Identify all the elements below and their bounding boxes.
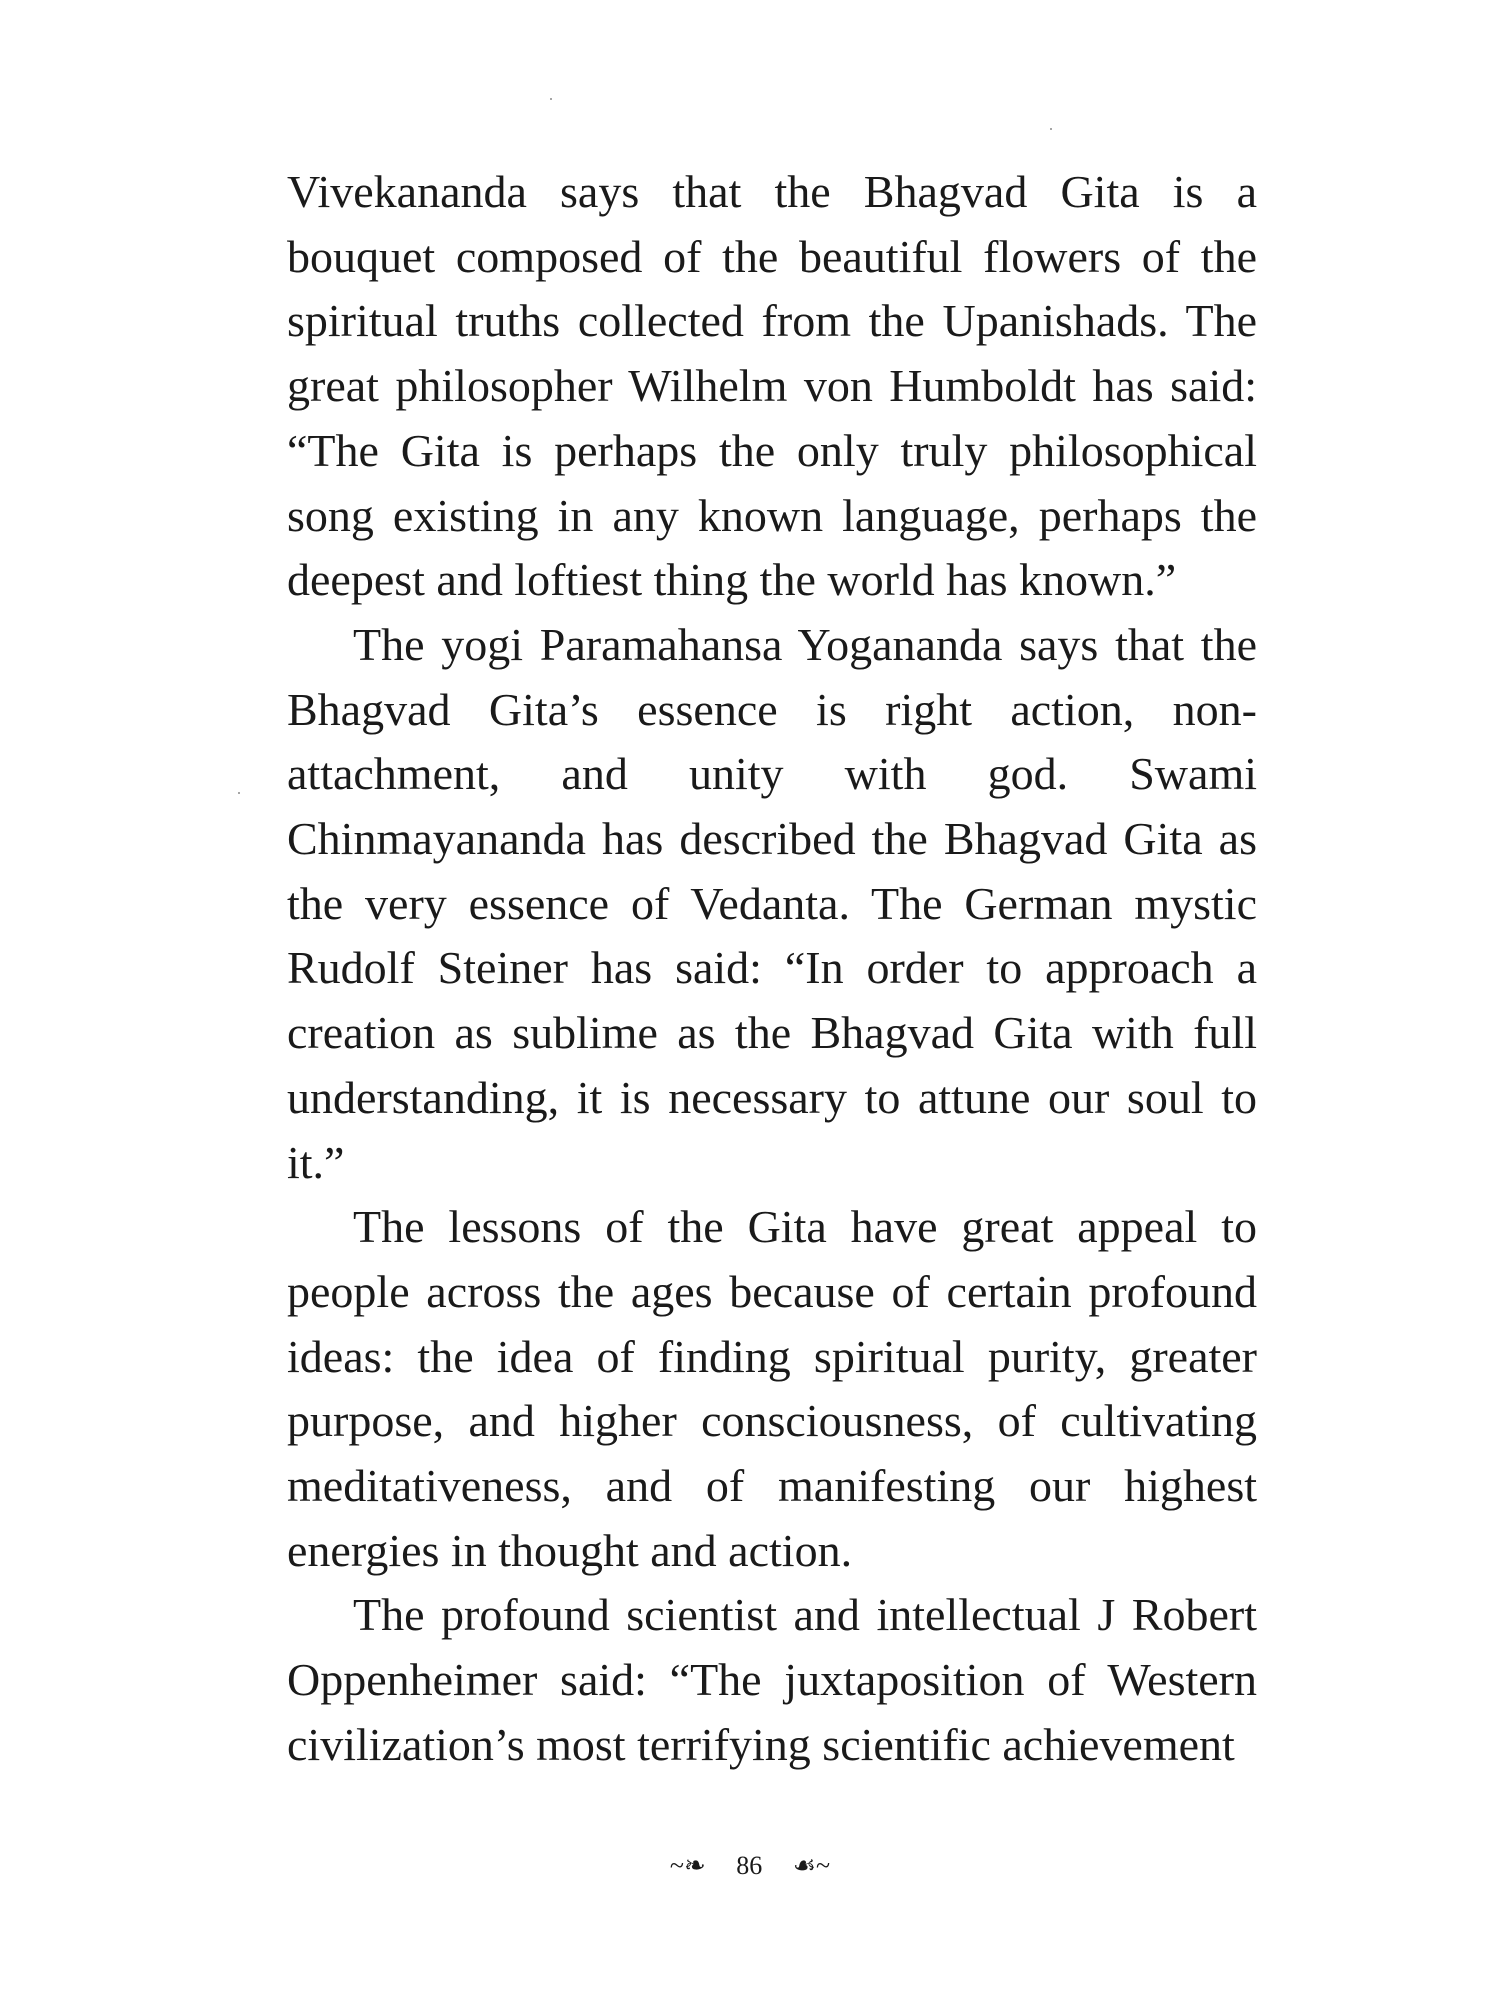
paragraph-oppenheimer: The profound scientist and intellectual J Robert Oppenheimer said: “The juxtaposition of Western civilization’s most terrifying scientific achievement xyxy=(287,1589,1257,1770)
paragraph-vivekananda: Vivekananda says that the Bhagvad Gita is a bouquet composed of the beautiful flowers of the spiritual truths collected from the Upanishads. The great philosopher Wilhelm von Humboldt has said: “The Gita is perhaps the only truly philosophical song existing in any known language, perhaps the deepest and loftiest thing the world has known.” xyxy=(287,166,1257,606)
paragraph-yogananda: The yogi Paramahansa Yogananda says that the Bhagvad Gita’s essence is right action, non-attachment, and unity with god. Swami Chinmayananda has described the Bhagvad Gita as the very essence of Vedanta. The German mystic Rudolf Steiner has said: “In order to approach a creation as sublime as the Bhagvad Gita with full understanding, it is necessary to attune our soul to it.” xyxy=(287,618,1257,1188)
left-ornament-icon: ~❧ xyxy=(669,1851,706,1881)
page-number: 86 xyxy=(736,1851,763,1881)
page-footer xyxy=(0,1846,1500,1884)
scan-speck xyxy=(238,792,240,794)
scan-speck xyxy=(1050,128,1052,130)
scan-speck xyxy=(550,98,552,100)
right-ornament-icon: ☙~ xyxy=(792,1851,831,1881)
paragraph-lessons: The lessons of the Gita have great appeal to people across the ages because of certain profound ideas: the idea of finding spiritual purity, greater purpose, and higher consciousness, of cultivating meditativeness, and of manifesting our highest energies in thought and action. xyxy=(287,1201,1257,1576)
body-text xyxy=(287,160,1257,1778)
